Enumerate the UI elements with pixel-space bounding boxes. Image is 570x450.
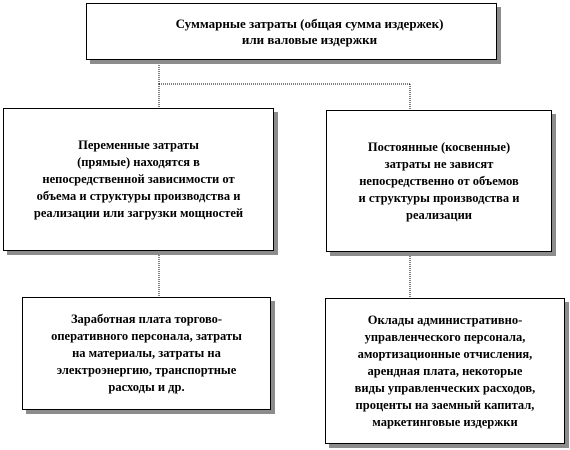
variable-costs-examples-text: Заработная плата торгово- оперативного персонала, затраты на материалы, затраты на электроэнергию, транспортные расходы и др. [51,312,242,394]
total-costs-box [86,3,497,60]
variable-costs-examples-box [22,297,271,410]
total-costs-text: Суммарные затраты (общая сумма издержек) или валовые издержки [175,15,444,47]
fixed-costs-examples-box [325,298,565,444]
fixed-costs-examples-text: Оклады административно- управленческого персонала, амортизационные отчисления, арендная плата, некоторые виды управленческих расходов, проценты на заемный капитал, маркетинговые издержки [354,312,536,429]
variable-costs-text: Переменные затраты (прямые) находятся в непосредственной зависимости от объема и структуры производства и реализации или загрузки мощностей [33,138,244,220]
fixed-costs-text: Постоянные (косвенные) затраты не зависят непосредственно от объемов и структуры производства и реализации [358,139,520,222]
variable-costs-box [3,108,274,251]
fixed-costs-box [326,110,552,252]
